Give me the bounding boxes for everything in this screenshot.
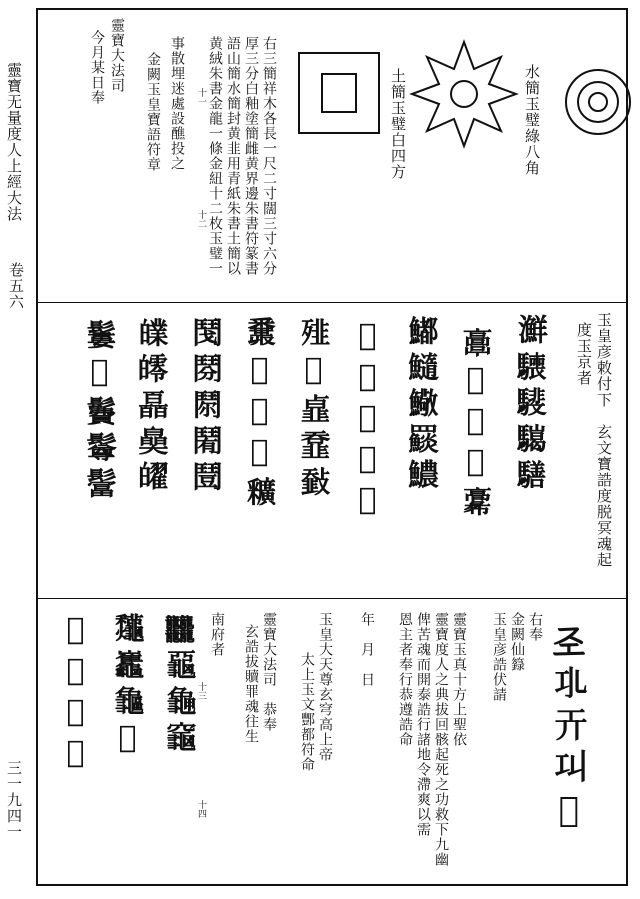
concentric-circle-disc-icon — [560, 70, 624, 150]
seal-script-column-3: 𩼁𩼂𩼃𩼄𩼅 — [404, 314, 439, 494]
middle-header-1: 玉皇彦敕付下 玄文寶誥度脱冥魂起 — [595, 312, 613, 568]
water-slip-jade-disc-label: 水簡玉璧綠八角 — [523, 64, 541, 176]
seal-script-column-1: 㶍𩦌𩦎𩦏𩦐 — [512, 314, 547, 494]
bottom-seal-column-main: 𢀖𢀗𢀘𢀙𢀚 — [549, 622, 589, 838]
seal-script-column-2: 𩫖𩫗𩫘𩫙𩫚 — [458, 326, 493, 521]
bottom-line-4: 靈寶玉真十方上聖依 — [451, 612, 467, 747]
seal-script-column-7: 𩰎𩰏𩰐𩰑𩰒 — [188, 316, 223, 496]
seal-script-column-5: 𩐁𩐂𩐃𩐄𩐅 — [296, 316, 331, 501]
bottom-line-11: 靈寶大法司 恭奉 — [261, 612, 277, 732]
bottom-line-13: 南府者 — [209, 612, 225, 657]
octagram-jade-disc-icon — [412, 42, 516, 146]
note-small-mark-2: 十二 — [196, 210, 206, 228]
bottom-line-10: 太上玉文酆都符命 — [299, 652, 315, 772]
section-divider-bottom — [37, 598, 627, 599]
note-line-6: 金闕玉皇寶語符章 — [145, 52, 161, 172]
bottom-seal-column-3: 𪜁𪜂𪜃𪜄 — [58, 612, 93, 776]
note-line-4: 黄絨朱書金龍一條金紐十二枚玉璧一 — [207, 36, 223, 276]
note-line-3: 語山簡水簡封黄韭用青紙朱書土簡以 — [225, 36, 241, 276]
bottom-line-12: 玄誥拔贖罪魂往生 — [243, 624, 259, 744]
note-line-2: 厚三分白釉塗簡雌黄界邊朱書符篆書 — [243, 36, 259, 276]
bottom-line-7: 恩主者奉行恭遵誥命 — [397, 612, 413, 747]
note-line-1: 右三簡祥木各長一尺二寸闊三寸六分 — [261, 36, 277, 276]
bottom-line-5: 靈寶度人之典拔回骸起死之功救下九幽 — [433, 612, 449, 867]
bottom-small-mark-1: 十三 — [196, 682, 206, 700]
bottom-line-6: 俾苦魂而開泰誥行諸地令滯爽以需 — [415, 612, 431, 837]
note-line-7: 靈寶大法司 — [109, 18, 125, 93]
middle-header-2: 度玉京者 — [575, 322, 593, 386]
square-jade-disc-icon — [298, 52, 380, 134]
bottom-line-8: 年 月 日 — [359, 612, 375, 687]
bottom-line-1: 右奉 — [527, 612, 543, 642]
bottom-line-9: 玉皇大天尊玄穹高上帝 — [317, 612, 333, 762]
bottom-line-3: 玉皇彦誥伏請 — [491, 612, 507, 702]
bottom-small-mark-2: 十四 — [196, 800, 206, 818]
note-small-mark-1: 十一 — [196, 88, 206, 106]
earth-slip-jade-disc-label: 土簡玉璧白四方 — [389, 68, 407, 180]
margin-book-title: 靈寶无量度人上經大法 — [5, 62, 23, 222]
seal-script-column-9: 𩯁𩯂𩯃𩯄𩯅 — [82, 318, 117, 503]
note-line-8: 今月某日奉 — [89, 30, 105, 105]
section-divider-top — [37, 302, 627, 303]
bottom-line-2: 金闕仙籙 — [509, 612, 525, 672]
seal-script-column-8: 𤾧𤾨𤾩𤾪𤾫 — [134, 316, 169, 496]
margin-volume: 卷五六 — [7, 262, 25, 310]
bottom-seal-column-1: 𪚥𪚦𪚧𪚨 — [162, 612, 197, 756]
seal-script-column-4: 𨮧𨮨𨮩𨮪𨮫 — [350, 318, 385, 523]
note-line-5: 事散埋迷處設醮投之 — [169, 36, 185, 171]
bottom-seal-column-2: 𪛁𪛂𪛃𪛄 — [110, 612, 145, 761]
margin-page-number: 三一九四一 — [5, 760, 23, 840]
seal-script-column-6: 𨤝𨤞𨤟𨤠𨤡 — [242, 316, 277, 511]
